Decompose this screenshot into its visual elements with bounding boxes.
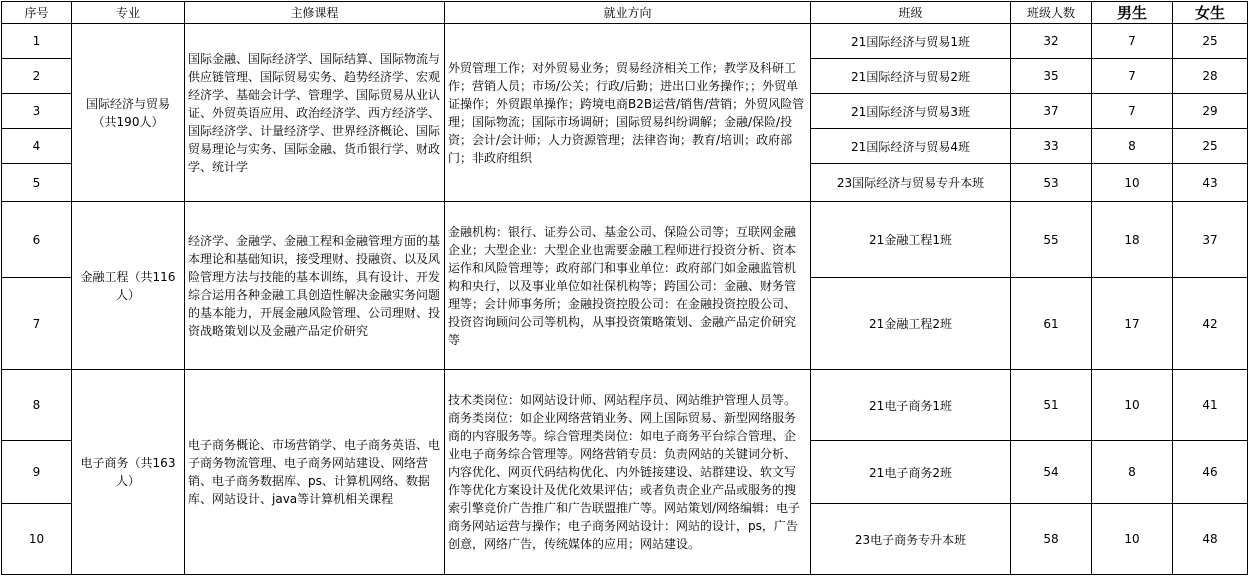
table-row (2, 370, 1248, 441)
courses-cell: 经济学、金融学、金融工程和金融管理方面的基本理论和基础知识，接受理财、投融资、以及风险管理方法与技能的基本训练，具有设计、开发综合运用各种金融工具创造性解决金融实务问题的基本能力，开展金融风险管理、公司理财、投资战略策划以及金融产品定价研究 (185, 202, 445, 370)
seq-cell: 7 (2, 278, 72, 370)
seq-cell: 3 (2, 94, 72, 129)
class-cell: 21电子商务1班 (811, 370, 1011, 441)
count-cell: 32 (1011, 24, 1092, 59)
seq-cell: 4 (2, 129, 72, 164)
major-cell: 电子商务（共163人） (72, 370, 185, 575)
count-cell: 54 (1011, 441, 1092, 504)
female-cell: 43 (1173, 164, 1248, 202)
major-cell: 金融工程（共116人） (72, 202, 185, 370)
count-cell: 37 (1011, 94, 1092, 129)
male-cell: 8 (1092, 129, 1173, 164)
male-cell: 7 (1092, 94, 1173, 129)
header-seq: 序号 (2, 2, 72, 24)
female-cell: 25 (1173, 24, 1248, 59)
class-cell: 21电子商务2班 (811, 441, 1011, 504)
class-cell: 23电子商务专升本班 (811, 504, 1011, 575)
courses-cell: 国际金融、国际经济学、国际结算、国际物流与供应链管理、国际贸易实务、趋势经济学、宏观经济学、基础会计学、管理学、国际贸易从业认证、外贸英语应用、政治经济学、西方经济学、国际经济学、计量经济学、世界经济概论、国际贸易理论与实务、国际金融、货币银行学、财政学、统计学 (185, 24, 445, 202)
header-count: 班级人数 (1011, 2, 1092, 24)
seq-cell: 9 (2, 441, 72, 504)
female-cell: 42 (1173, 278, 1248, 370)
career-cell: 技术类岗位：如网站设计师、网站程序员、网站维护管理人员等。商务类岗位：如企业网络营销业务、网上国际贸易、新型网络服务商的内容服务等。综合管理类岗位：如电子商务平台综合管理、企业电子商务综合管理等。网络营销专员：负责网站的关键词分析、内容优化、网页代码结构优化、内外链接建设、站群建设、软文写作等优化方案设计及优化效果评估；或者负责企业产品或服务的搜索引擎竞价广告推广和广告联盟推广等。网站策划/网络编辑：电子商务网站运营与操作；电子商务网站设计：网站的设计，ps，广告创意，网络广告，传统媒体的应用；网站建设。 (445, 370, 811, 575)
header-male: 男生 (1092, 2, 1173, 24)
count-cell: 51 (1011, 370, 1092, 441)
header-female: 女生 (1173, 2, 1248, 24)
class-cell: 21国际经济与贸易3班 (811, 94, 1011, 129)
count-cell: 53 (1011, 164, 1092, 202)
count-cell: 35 (1011, 59, 1092, 94)
male-cell: 18 (1092, 202, 1173, 278)
male-cell: 7 (1092, 59, 1173, 94)
female-cell: 37 (1173, 202, 1248, 278)
courses-cell: 电子商务概论、市场营销学、电子商务英语、电子商务物流管理、电子商务网站建设、网络营销、电子商务数据库、ps、计算机网络、数据库、网站设计、java等计算机相关课程 (185, 370, 445, 575)
seq-cell: 8 (2, 370, 72, 441)
female-cell: 28 (1173, 59, 1248, 94)
class-cell: 21国际经济与贸易2班 (811, 59, 1011, 94)
header-courses: 主修课程 (185, 2, 445, 24)
female-cell: 46 (1173, 441, 1248, 504)
class-cell: 21国际经济与贸易1班 (811, 24, 1011, 59)
count-cell: 58 (1011, 504, 1092, 575)
seq-cell: 5 (2, 164, 72, 202)
male-cell: 17 (1092, 278, 1173, 370)
career-cell: 外贸管理工作；对外贸易业务；贸易经济相关工作；教学及科研工作；营销人员；市场/公关；行政/后勤；进出口业务操作；；外贸单证操作；外贸跟单操作；跨境电商B2B运营/销售/营销；外贸风险管理；国际物流；国际市场调研；国际贸易纠纷调解；金融/保险/投资；会计/会计师；人力资源管理；法律咨询；教育/培训；政府部门；非政府组织 (445, 24, 811, 202)
female-cell: 29 (1173, 94, 1248, 129)
female-cell: 48 (1173, 504, 1248, 575)
seq-cell: 6 (2, 202, 72, 278)
female-cell: 25 (1173, 129, 1248, 164)
seq-cell: 1 (2, 24, 72, 59)
male-cell: 7 (1092, 24, 1173, 59)
female-cell: 41 (1173, 370, 1248, 441)
class-cell: 23国际经济与贸易专升本班 (811, 164, 1011, 202)
career-cell: 金融机构：银行、证券公司、基金公司、保险公司等；互联网金融企业；大型企业：大型企业也需要金融工程师进行投资分析、资本运作和风险管理等；政府部门和事业单位：政府部门如金融监管机构和央行，以及事业单位如社保机构等；跨国公司：金融、财务管理等；会计师事务所；金融投资控股公司：在金融投资控股公司、投资咨询顾问公司等机构，从事投资策略策划、金融产品定价研究等 (445, 202, 811, 370)
table-row (2, 202, 1248, 278)
male-cell: 10 (1092, 504, 1173, 575)
count-cell: 55 (1011, 202, 1092, 278)
count-cell: 33 (1011, 129, 1092, 164)
male-cell: 10 (1092, 164, 1173, 202)
seq-cell: 2 (2, 59, 72, 94)
class-cell: 21国际经济与贸易4班 (811, 129, 1011, 164)
major-cell: 国际经济与贸易（共190人） (72, 24, 185, 202)
male-cell: 10 (1092, 370, 1173, 441)
header-class: 班级 (811, 2, 1011, 24)
count-cell: 61 (1011, 278, 1092, 370)
header-major: 专业 (72, 2, 185, 24)
table-row (2, 24, 1248, 59)
class-cell: 21金融工程1班 (811, 202, 1011, 278)
seq-cell: 10 (2, 504, 72, 575)
class-cell: 21金融工程2班 (811, 278, 1011, 370)
class-info-table (1, 1, 1248, 575)
header-row (2, 2, 1248, 24)
header-career: 就业方向 (445, 2, 811, 24)
male-cell: 8 (1092, 441, 1173, 504)
